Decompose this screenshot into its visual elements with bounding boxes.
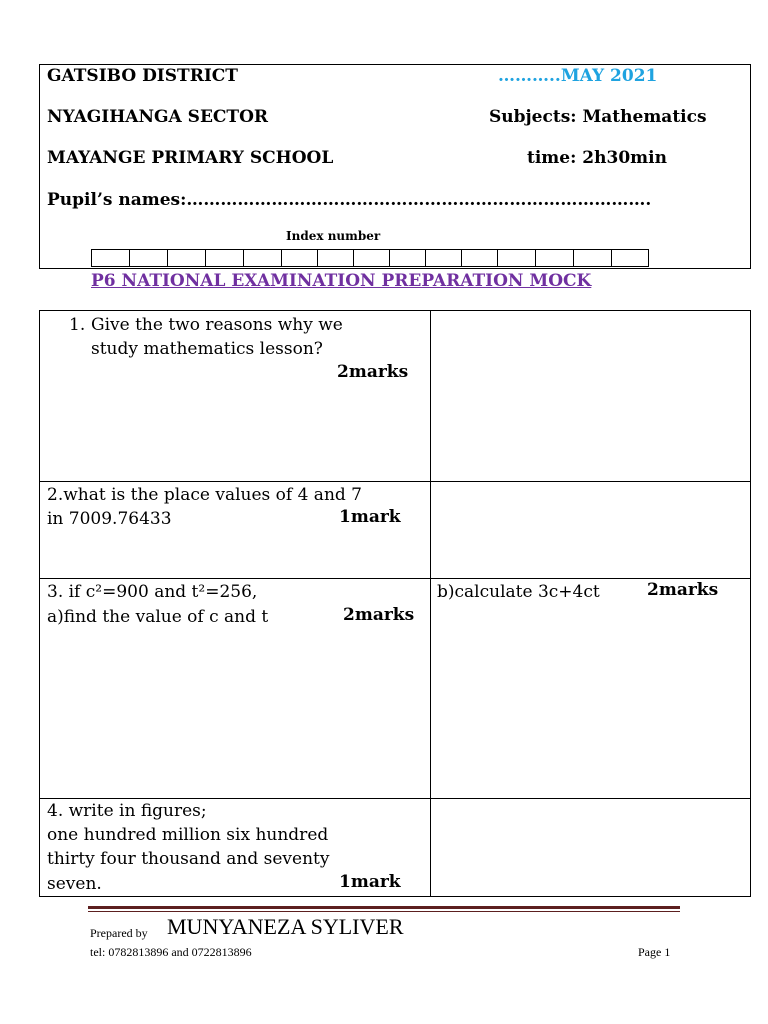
question-2-line-2: in 7009.76433 (47, 509, 172, 529)
question-4-line-1: 4. write in figures; (47, 801, 207, 821)
row-divider (40, 481, 750, 482)
question-4-line-3: thirty four thousand and seventy (47, 849, 330, 869)
column-divider (430, 311, 431, 896)
question-3b-marks: 2marks (647, 580, 719, 600)
row-divider (40, 578, 750, 579)
sector-name: NYAGIHANGA SECTOR (47, 107, 269, 127)
index-cell (206, 250, 244, 266)
exam-title: P6 NATIONAL EXAMINATION PREPARATION MOCK (91, 271, 592, 291)
question-2-marks: 1mark (339, 507, 401, 527)
footer-rule-thick (88, 906, 680, 909)
index-cell (462, 250, 498, 266)
index-cell (130, 250, 168, 266)
footer-rule-thin (88, 911, 680, 912)
question-3b-text: b)calculate 3c+4ct (437, 582, 600, 602)
question-1-line-2: study mathematics lesson? (91, 339, 323, 359)
index-cell (498, 250, 536, 266)
index-cell (244, 250, 282, 266)
page-number: Page 1 (638, 945, 671, 959)
question-1-marks: 2marks (337, 362, 409, 382)
question-2-line-1: 2.what is the place values of 4 and 7 (47, 485, 362, 505)
time-label: time: 2h30min (527, 148, 667, 168)
author-name: MUNYANEZA SYLIVER (167, 914, 404, 939)
index-cell (92, 250, 130, 266)
exam-date: ………..MAY 2021 (498, 66, 658, 86)
subject-label: Subjects: Mathematics (489, 107, 707, 127)
index-cell (390, 250, 426, 266)
question-3-marks: 2marks (343, 605, 415, 625)
index-cell (168, 250, 206, 266)
index-cell (318, 250, 354, 266)
question-4-line-2: one hundred million six hundred (47, 825, 329, 845)
question-3-line-2: a)find the value of c and t (47, 607, 269, 627)
question-4-marks: 1mark (339, 872, 401, 892)
index-number-grid (91, 249, 649, 267)
question-1-line-1: Give the two reasons why we (91, 315, 343, 335)
question-1-number: 1. (69, 315, 86, 335)
question-4-line-4: seven. (47, 874, 102, 894)
index-cell (574, 250, 612, 266)
index-cell (536, 250, 574, 266)
index-cell (612, 250, 648, 266)
pupil-names-field: Pupil’s names:………………………………………………………………………. (47, 190, 652, 210)
question-3-line-1: 3. if c²=900 and t²=256, (47, 582, 258, 602)
district-name: GATSIBO DISTRICT (47, 66, 238, 86)
index-cell (354, 250, 390, 266)
telephone-numbers: tel: 0782813896 and 0722813896 (90, 945, 252, 959)
school-name: MAYANGE PRIMARY SCHOOL (47, 148, 334, 168)
index-cell (282, 250, 318, 266)
prepared-by-label: Prepared by (90, 926, 148, 940)
index-number-label: Index number (286, 229, 381, 243)
index-cell (426, 250, 462, 266)
